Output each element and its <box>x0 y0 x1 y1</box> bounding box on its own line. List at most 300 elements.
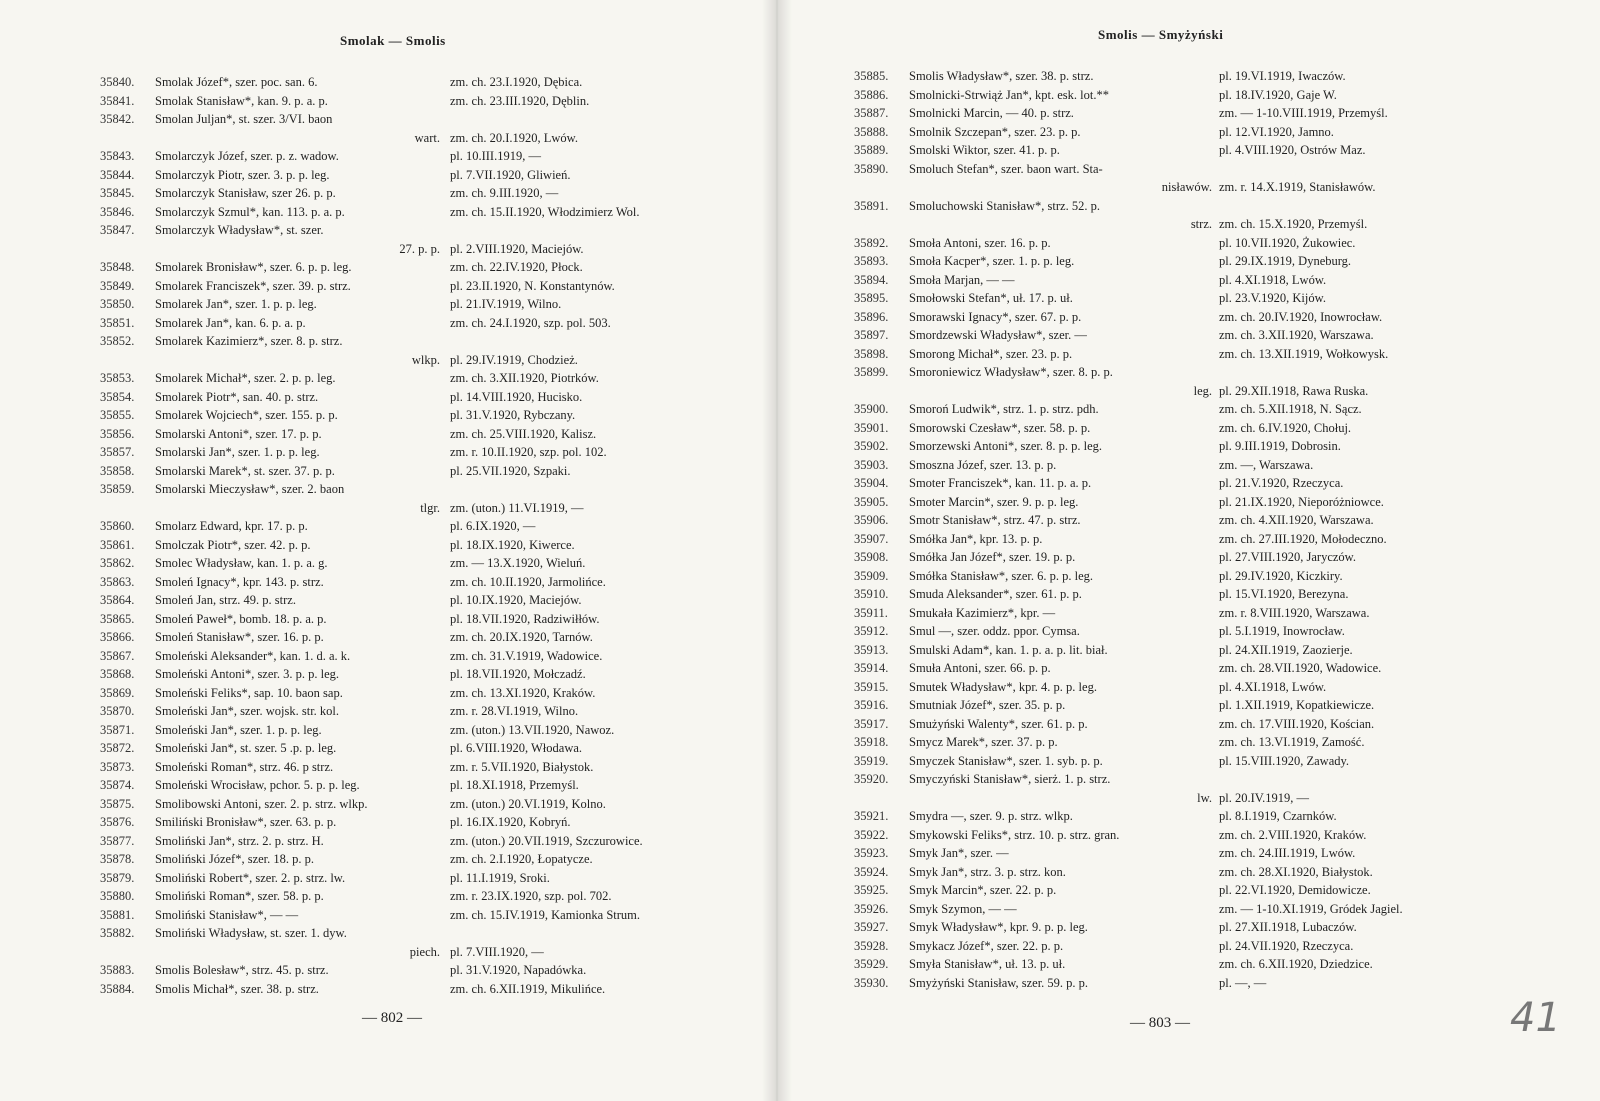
entry-continuation: tlgr. <box>420 500 440 515</box>
list-item <box>100 758 740 777</box>
entry-number: 35923. <box>854 846 889 860</box>
list-item <box>854 604 1574 623</box>
entry-fate: pl. 19.VI.1919, Iwaczów. <box>1219 69 1346 83</box>
entry-name: Smoliński Roman*, szer. 58. p. p. <box>155 889 324 903</box>
entry-name: Smołowski Stefan*, uł. 17. p. uł. <box>909 291 1073 305</box>
entry-fate: pl. 1.XII.1919, Kopatkiewicze. <box>1219 698 1375 712</box>
entry-number: 35880. <box>100 889 135 903</box>
entry-fate: pl. 18.XI.1918, Przemyśl. <box>450 778 579 792</box>
entry-name: Smolarczyk Piotr, szer. 3. p. p. leg. <box>155 167 330 182</box>
entry-fate: zm. ch. 6.XII.1919, Mikulińce. <box>450 981 606 996</box>
entry-name: Smoleński Jan*, st. szer. 5 .p. p. leg. <box>155 741 337 755</box>
list-item <box>854 252 1574 271</box>
list-item <box>100 110 740 129</box>
entry-name: Smorawski Ignacy*, szer. 67. p. p. <box>909 309 1082 324</box>
list-item <box>100 573 740 592</box>
entry-name: Smolarek Franciszek*, szer. 39. p. strz. <box>155 278 351 293</box>
list-item <box>854 715 1574 734</box>
entry-fate: pl. 4.XI.1918, Lwów. <box>1219 272 1327 287</box>
entry-number: 35909. <box>854 568 889 583</box>
list-item <box>100 536 740 555</box>
entry-fate: pl. 21.V.1920, Rzeczyca. <box>1219 476 1344 490</box>
entry-name: Smyk Marcin*, szer. 22. p. p. <box>909 883 1057 897</box>
list-item <box>100 240 740 259</box>
list-item <box>854 326 1574 345</box>
entry-number: 35920. <box>854 772 889 786</box>
list-item <box>100 499 740 518</box>
list-item <box>100 443 740 462</box>
entry-fate: pl. 6.IX.1920, — <box>450 519 536 533</box>
entry-name: Smolarek Wojciech*, szer. 155. p. p. <box>155 408 338 422</box>
entry-name: Smydra —, szer. 9. p. strz. wlkp. <box>909 809 1073 823</box>
list-item <box>854 918 1574 937</box>
right-page <box>780 0 1600 1101</box>
entry-name: Smolarek Jan*, szer. 1. p. p. leg. <box>155 297 317 311</box>
left-page <box>0 0 780 1101</box>
list-item <box>854 160 1574 179</box>
list-item <box>854 289 1574 308</box>
list-item <box>854 493 1574 512</box>
entry-fate: zm. r. 23.IX.1920, szp. pol. 702. <box>450 889 612 903</box>
entry-number: 35857. <box>100 445 135 459</box>
entry-fate: zm. ch. 22.IV.1920, Płock. <box>450 260 583 274</box>
entry-name: Smolnicki-Strwiąż Jan*, kpt. esk. lot.** <box>909 87 1109 102</box>
entry-name: Smolarczyk Stanisław, szer 26. p. p. <box>155 186 336 200</box>
list-item <box>854 178 1574 197</box>
entry-number: 35910. <box>854 587 889 601</box>
list-item <box>100 702 740 721</box>
entry-number: 35842. <box>100 112 135 126</box>
list-item <box>100 166 740 185</box>
entry-name: Smoleński Jan*, szer. wojsk. str. kol. <box>155 704 340 718</box>
entry-fate: zm. ch. 5.XII.1918, N. Sącz. <box>1219 402 1362 416</box>
entry-fate: pl. 24.XII.1919, Zaozierje. <box>1219 642 1353 657</box>
list-item <box>100 129 740 148</box>
list-item <box>100 351 740 370</box>
entry-fate: pl. 27.VIII.1920, Jaryczów. <box>1219 550 1356 564</box>
list-item <box>100 832 740 851</box>
entry-name: Smyk Szymon, — — <box>909 901 1017 916</box>
list-item <box>854 770 1574 789</box>
entry-number: 35917. <box>854 716 889 731</box>
entry-number: 35925. <box>854 883 889 897</box>
entry-number: 35912. <box>854 624 889 638</box>
entry-fate: pl. 23.V.1920, Kijów. <box>1219 291 1326 305</box>
right-page-number: — 803 — <box>1130 1015 1190 1031</box>
entry-fate: zm. ch. 15.IV.1919, Kamionka Strum. <box>450 907 641 922</box>
entry-number: 35926. <box>854 901 889 916</box>
entry-fate: zm. ch. 13.VI.1919, Zamość. <box>1219 735 1365 749</box>
list-item <box>100 554 740 573</box>
list-item <box>854 974 1574 993</box>
entry-name: Smiliński Bronisław*, szer. 63. p. p. <box>155 815 337 829</box>
entry-name: Smyk Jan*, szer. — <box>909 846 1009 860</box>
list-item <box>854 474 1574 493</box>
entry-number: 35846. <box>100 204 135 219</box>
list-item <box>100 813 740 832</box>
entry-fate: zm. (uton.) 20.VI.1919, Kolno. <box>450 796 606 811</box>
entry-fate: zm. ch. 15.X.1920, Przemyśl. <box>1219 217 1368 231</box>
list-item <box>854 530 1574 549</box>
list-item <box>854 641 1574 660</box>
entry-name: Smyżyński Stanisław, szer. 59. p. p. <box>909 975 1089 990</box>
entry-number: 35897. <box>854 328 889 342</box>
entry-number: 35841. <box>100 93 135 108</box>
entry-fate: pl. 6.VIII.1920, Włodawa. <box>450 741 583 755</box>
entry-name: Smotr Stanisław*, strz. 47. p. strz. <box>909 513 1081 527</box>
entry-number: 35884. <box>100 981 135 996</box>
entry-name: Smółka Stanisław*, szer. 6. p. p. leg. <box>909 568 1094 583</box>
entry-fate: zm. ch. 17.VIII.1920, Kościan. <box>1219 716 1375 731</box>
entry-fate: pl. 18.VII.1920, Radziwiłłów. <box>450 611 600 626</box>
list-item <box>854 752 1574 771</box>
list-item <box>100 628 740 647</box>
entry-number: 35905. <box>854 494 889 509</box>
entry-name: Smoleń Ignacy*, kpr. 143. p. strz. <box>155 574 324 589</box>
entry-fate: pl. 21.IX.1920, Nieporóżniowce. <box>1219 494 1384 509</box>
entry-number: 35929. <box>854 957 889 971</box>
list-item <box>100 462 740 481</box>
entry-number: 35875. <box>100 796 135 811</box>
list-item <box>100 147 740 166</box>
entry-number: 35845. <box>100 186 135 200</box>
entry-name: Smulski Adam*, kan. 1. p. a. p. lit. biał. <box>909 642 1108 657</box>
right-entry-list <box>854 67 1574 992</box>
entry-fate: pl. 29.IX.1919, Dyneburg. <box>1219 254 1352 268</box>
entry-name: Smolis Władysław*, szer. 38. p. strz. <box>909 69 1094 83</box>
list-item <box>854 271 1574 290</box>
entry-fate: zm. ch. 13.XII.1919, Wołkowysk. <box>1219 346 1389 361</box>
list-item <box>100 314 740 333</box>
list-item <box>100 425 740 444</box>
entry-fate: zm. ch. 15.II.1920, Włodzimierz Wol. <box>450 204 640 219</box>
entry-fate: zm. ch. 23.I.1920, Dębica. <box>450 75 583 89</box>
list-item <box>854 807 1574 826</box>
entry-name: Smoluch Stefan*, szer. baon wart. Sta- <box>909 161 1103 176</box>
entry-fate: pl. 4.XI.1918, Lwów. <box>1219 679 1327 694</box>
entry-fate: zm. — 1-10.XI.1919, Gródek Jagiel. <box>1219 901 1403 916</box>
entry-fate: pl. 15.VIII.1920, Zawady. <box>1219 753 1350 768</box>
entry-name: Smoleń Stanisław*, szer. 16. p. p. <box>155 630 324 644</box>
entry-fate: pl. 11.I.1919, Sroki. <box>450 870 550 885</box>
entry-number: 35866. <box>100 630 135 644</box>
list-item <box>854 400 1574 419</box>
entry-fate: zm. ch. 27.III.1920, Mołodeczno. <box>1219 531 1387 546</box>
entry-fate: zm. ch. 24.III.1919, Lwów. <box>1219 846 1356 860</box>
entry-name: Smoliński Józef*, szer. 18. p. p. <box>155 852 315 866</box>
entry-fate: pl. 5.I.1919, Inowrocław. <box>1219 624 1345 638</box>
entry-number: 35924. <box>854 864 889 879</box>
entry-fate: pl. 9.III.1919, Dobrosin. <box>1219 439 1341 453</box>
list-item <box>100 795 740 814</box>
entry-fate: pl. 8.I.1919, Czarnków. <box>1219 809 1337 823</box>
entry-name: Smolarz Edward, kpr. 17. p. p. <box>155 519 308 533</box>
entry-continuation: leg. <box>1193 383 1212 398</box>
list-item <box>854 696 1574 715</box>
entry-name: Smorzewski Antoni*, szer. 8. p. p. leg. <box>909 439 1103 453</box>
entry-fate: zm. ch. 3.XII.1920, Piotrków. <box>450 371 599 385</box>
entry-name: Smyczyński Stanisław*, sierż. 1. p. strz. <box>909 772 1111 786</box>
entry-number: 35889. <box>854 143 889 157</box>
entry-fate: pl. 16.IX.1920, Kobryń. <box>450 815 571 829</box>
entry-number: 35867. <box>100 648 135 663</box>
entry-name: Smolarski Mieczysław*, szer. 2. baon <box>155 482 345 496</box>
entry-fate: pl. 25.VII.1920, Szpaki. <box>450 463 571 478</box>
entry-fate: pl. 31.V.1920, Rybczany. <box>450 408 576 422</box>
entry-number: 35859. <box>100 482 135 496</box>
list-item <box>854 67 1574 86</box>
list-item <box>100 517 740 536</box>
list-item <box>100 610 740 629</box>
entry-fate: pl. 18.IX.1920, Kiwerce. <box>450 537 575 552</box>
entry-name: Smolarski Marek*, st. szer. 37. p. p. <box>155 463 335 478</box>
list-item <box>100 591 740 610</box>
list-item <box>854 826 1574 845</box>
entry-number: 35877. <box>100 833 135 848</box>
entry-number: 35898. <box>854 346 889 361</box>
entry-fate: zm. ch. 13.XI.1920, Kraków. <box>450 685 596 700</box>
list-item <box>854 363 1574 382</box>
entry-name: Smoter Marcin*, szer. 9. p. p. leg. <box>909 494 1079 509</box>
entry-fate: zm. ch. 2.I.1920, Łopatycze. <box>450 852 593 866</box>
entry-name: Smolarczyk Władysław*, st. szer. <box>155 223 324 237</box>
list-item <box>100 721 740 740</box>
entry-fate: pl. 29.XII.1918, Rawa Ruska. <box>1219 383 1369 398</box>
entry-name: Smoleński Wrocisław, pchor. 5. p. p. leg. <box>155 778 360 792</box>
left-page-header: Smolak — Smolis <box>340 33 446 48</box>
entry-name: Smoleński Aleksander*, kan. 1. d. a. k. <box>155 648 351 663</box>
list-item <box>854 659 1574 678</box>
list-item <box>854 345 1574 364</box>
list-item <box>854 234 1574 253</box>
entry-name: Smolarski Jan*, szer. 1. p. p. leg. <box>155 445 320 459</box>
entry-continuation: wart. <box>414 130 440 145</box>
entry-fate: zm. ch. 25.VIII.1920, Kalisz. <box>450 426 597 441</box>
list-item <box>854 548 1574 567</box>
list-item <box>100 961 740 980</box>
entry-fate: zm. r. 28.VI.1919, Wilno. <box>450 704 579 718</box>
entry-number: 35908. <box>854 550 889 564</box>
entry-number: 35892. <box>854 235 889 250</box>
entry-fate: zm. r. 8.VIII.1920, Warszawa. <box>1219 605 1370 620</box>
entry-name: Smolarczyk Józef, szer. p. z. wadow. <box>155 149 339 163</box>
entry-fate: pl. 10.IX.1920, Maciejów. <box>450 593 582 607</box>
entry-name: Smolak Józef*, szer. poc. san. 6. <box>155 75 318 89</box>
entry-name: Smoła Antoni, szer. 16. p. p. <box>909 235 1051 250</box>
entry-name: Smyła Stanisław*, uł. 13. p. uł. <box>909 957 1066 971</box>
entry-number: 35918. <box>854 735 889 749</box>
entry-fate: pl. 18.IV.1920, Gaje W. <box>1219 87 1337 102</box>
entry-number: 35911. <box>854 605 888 620</box>
entry-number: 35850. <box>100 297 135 311</box>
entry-number: 35919. <box>854 753 889 768</box>
list-item <box>854 585 1574 604</box>
entry-number: 35881. <box>100 907 135 922</box>
list-item <box>854 456 1574 475</box>
entry-number: 35849. <box>100 278 135 293</box>
entry-fate: pl. 10.VII.1920, Żukowiec. <box>1219 235 1356 250</box>
entry-number: 35896. <box>854 309 889 324</box>
entry-number: 35858. <box>100 463 135 478</box>
entry-name: Smolis Bolesław*, strz. 45. p. strz. <box>155 963 329 977</box>
list-item <box>854 844 1574 863</box>
left-page-number: — 802 — <box>362 1010 422 1026</box>
entry-number: 35927. <box>854 920 889 934</box>
list-item <box>854 567 1574 586</box>
entry-number: 35901. <box>854 420 889 435</box>
entry-number: 35840. <box>100 75 135 89</box>
entry-fate: pl. 24.VII.1920, Rzeczyca. <box>1219 938 1354 953</box>
entry-continuation: lw. <box>1197 790 1212 805</box>
entry-name: Smużyński Walenty*, szer. 61. p. p. <box>909 716 1088 731</box>
entry-number: 35895. <box>854 291 889 305</box>
entry-number: 35914. <box>854 661 889 675</box>
entry-number: 35853. <box>100 371 135 385</box>
entry-continuation: piech. <box>409 944 440 959</box>
entry-name: Smoluchowski Stanisław*, strz. 52. p. <box>909 198 1100 213</box>
entry-name: Smul —, szer. oddz. ppor. Cymsa. <box>909 624 1080 638</box>
entry-number: 35878. <box>100 852 135 866</box>
entry-fate: pl. 21.IV.1919, Wilno. <box>450 297 562 311</box>
entry-name: Smolarek Piotr*, san. 40. p. strz. <box>155 389 319 404</box>
entry-name: Smoleń Paweł*, bomb. 18. p. a. p. <box>155 611 327 626</box>
entry-fate: pl. 29.IV.1919, Chodzież. <box>450 352 578 367</box>
entry-fate: zm. ch. 2.VIII.1920, Kraków. <box>1219 827 1367 842</box>
entry-continuation: 27. p. p. <box>399 241 440 256</box>
entry-number: 35887. <box>854 106 889 120</box>
list-item <box>100 92 740 111</box>
entry-name: Smykowski Feliks*, strz. 10. p. strz. gran. <box>909 827 1120 842</box>
entry-fate: pl. 10.III.1919, — <box>450 149 541 163</box>
entry-fate: zm. ch. 20.IV.1920, Inowrocław. <box>1219 309 1383 324</box>
entry-name: Smuła Antoni, szer. 66. p. p. <box>909 661 1051 675</box>
entry-fate: zm. (uton.) 13.VII.1920, Nawoz. <box>450 722 615 737</box>
list-item <box>854 215 1574 234</box>
list-item <box>100 906 740 925</box>
entry-number: 35888. <box>854 124 889 139</box>
entry-name: Smolnik Szczepan*, szer. 23. p. p. <box>909 124 1081 139</box>
entry-continuation: wlkp. <box>411 352 440 367</box>
entry-name: Smyk Władysław*, kpr. 9. p. p. leg. <box>909 920 1088 934</box>
list-item <box>854 197 1574 216</box>
list-item <box>100 73 740 92</box>
entry-number: 35854. <box>100 389 135 404</box>
entry-number: 35885. <box>854 69 889 83</box>
list-item <box>100 184 740 203</box>
entry-number: 35893. <box>854 254 889 268</box>
entry-name: Smoleń Jan, strz. 49. p. strz. <box>155 593 296 607</box>
list-item <box>100 647 740 666</box>
entry-fate: pl. 20.IV.1919, — <box>1219 790 1310 805</box>
list-item <box>854 955 1574 974</box>
entry-number: 35916. <box>854 698 889 712</box>
list-item <box>100 388 740 407</box>
entry-number: 35900. <box>854 402 889 416</box>
entry-name: Smukała Kazimierz*, kpr. — <box>909 605 1056 620</box>
entry-name: Smoroń Ludwik*, strz. 1. p. strz. pdh. <box>909 402 1099 416</box>
entry-number: 35848. <box>100 260 135 274</box>
entry-fate: zm. r. 5.VII.1920, Białystok. <box>450 759 594 774</box>
entry-fate: zm. (uton.) 20.VII.1919, Szczurowice. <box>450 833 643 848</box>
list-item <box>100 776 740 795</box>
entry-fate: pl. 31.V.1920, Napadówka. <box>450 963 587 977</box>
entry-name: Smordzewski Władysław*, szer. — <box>909 328 1087 342</box>
entry-name: Smoleński Jan*, szer. 1. p. p. leg. <box>155 722 322 737</box>
entry-fate: pl. 2.VIII.1920, Maciejów. <box>450 241 584 256</box>
list-item <box>854 863 1574 882</box>
entry-name: Smolnicki Marcin, — 40. p. strz. <box>909 106 1074 120</box>
entry-number: 35869. <box>100 685 135 700</box>
entry-number: 35863. <box>100 574 135 589</box>
entry-number: 35904. <box>854 476 889 490</box>
entry-number: 35922. <box>854 827 889 842</box>
entry-number: 35915. <box>854 679 889 694</box>
entry-fate: pl. 15.VI.1920, Berezyna. <box>1219 587 1349 601</box>
entry-name: Smoła Marjan, — — <box>909 272 1015 287</box>
list-item <box>100 684 740 703</box>
list-item <box>854 382 1574 401</box>
list-item <box>100 295 740 314</box>
list-item <box>854 937 1574 956</box>
entry-number: 35860. <box>100 519 135 533</box>
entry-name: Smorong Michał*, szer. 23. p. p. <box>909 346 1073 361</box>
entry-number: 35861. <box>100 537 135 552</box>
list-item <box>854 308 1574 327</box>
entry-name: Smolczak Piotr*, szer. 42. p. p. <box>155 537 311 552</box>
list-item <box>100 980 740 999</box>
entry-fate: zm. ch. 9.III.1920, — <box>450 186 559 200</box>
entry-name: Smolis Michał*, szer. 38. p. strz. <box>155 981 319 996</box>
list-item <box>100 739 740 758</box>
entry-fate: zm. ch. 20.I.1920, Lwów. <box>450 130 578 145</box>
list-item <box>854 789 1574 808</box>
entry-number: 35876. <box>100 815 135 829</box>
entry-number: 35928. <box>854 938 889 953</box>
entry-fate: zm. ch. 23.III.1920, Dęblin. <box>450 93 590 108</box>
entry-number: 35871. <box>100 722 135 737</box>
entry-fate: pl. 14.VIII.1920, Hucisko. <box>450 389 583 404</box>
entry-number: 35899. <box>854 365 889 379</box>
entry-fate: pl. 29.IV.1920, Kiczkiry. <box>1219 568 1343 583</box>
left-entry-list <box>100 73 740 998</box>
entry-fate: zm. ch. 31.V.1919, Wadowice. <box>450 648 603 663</box>
entry-number: 35870. <box>100 704 135 718</box>
entry-name: Smółka Jan*, kpr. 13. p. p. <box>909 531 1043 546</box>
list-item <box>100 869 740 888</box>
entry-fate: pl. 12.VI.1920, Jamno. <box>1219 124 1334 139</box>
list-item <box>854 733 1574 752</box>
entry-number: 35879. <box>100 870 135 885</box>
entry-fate: zm. ch. 24.I.1920, szp. pol. 503. <box>450 315 611 330</box>
list-item <box>854 104 1574 123</box>
entry-fate: zm. ch. 6.IV.1920, Chołuj. <box>1219 420 1352 435</box>
entry-name: Smolan Juljan*, st. szer. 3/VI. baon <box>155 112 333 126</box>
entry-number: 35891. <box>854 198 889 213</box>
list-item <box>100 406 740 425</box>
list-item <box>100 369 740 388</box>
entry-number: 35907. <box>854 531 889 546</box>
entry-fate: zm. — 13.X.1920, Wieluń. <box>450 556 586 570</box>
entry-name: Smoliński Robert*, szer. 2. p. strz. lw. <box>155 870 346 885</box>
list-item <box>100 480 740 499</box>
entry-fate: zm. — 1-10.VIII.1919, Przemyśl. <box>1219 106 1388 120</box>
list-item <box>854 141 1574 160</box>
entry-number: 35903. <box>854 457 889 472</box>
entry-name: Smoliński Władysław, st. szer. 1. dyw. <box>155 926 347 940</box>
entry-number: 35930. <box>854 975 889 990</box>
list-item <box>854 123 1574 142</box>
list-item <box>100 943 740 962</box>
